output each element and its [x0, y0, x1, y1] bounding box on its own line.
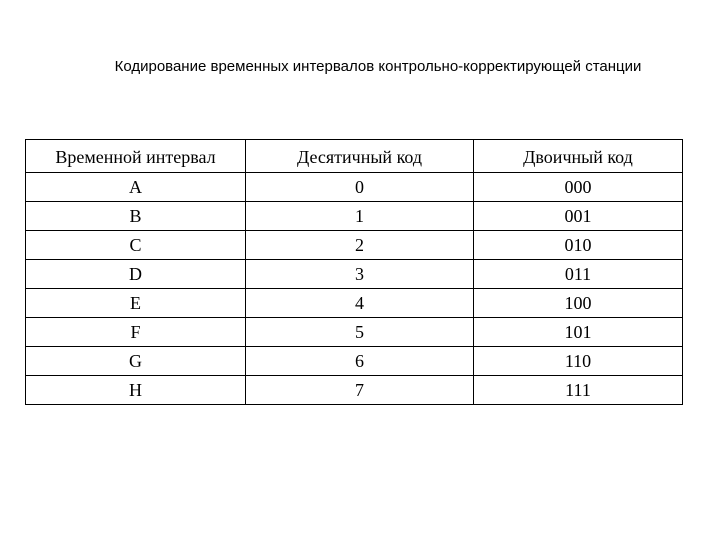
header-time-interval: Временной интервал — [26, 140, 246, 173]
cell-decimal: 0 — [246, 173, 474, 202]
table-row — [26, 173, 683, 202]
table-row — [26, 231, 683, 260]
table-row — [26, 289, 683, 318]
cell-interval: G — [26, 347, 246, 376]
cell-binary: 111 — [474, 376, 683, 405]
cell-binary: 100 — [474, 289, 683, 318]
cell-binary: 110 — [474, 347, 683, 376]
table-row — [26, 260, 683, 289]
coding-table — [25, 139, 683, 405]
cell-interval: B — [26, 202, 246, 231]
cell-decimal: 7 — [246, 376, 474, 405]
table-row — [26, 376, 683, 405]
cell-interval: D — [26, 260, 246, 289]
table-row — [26, 347, 683, 376]
cell-binary: 001 — [474, 202, 683, 231]
cell-interval: F — [26, 318, 246, 347]
cell-interval: E — [26, 289, 246, 318]
table-row — [26, 318, 683, 347]
cell-interval: C — [26, 231, 246, 260]
cell-binary: 101 — [474, 318, 683, 347]
header-decimal-code: Десятичный код — [246, 140, 474, 173]
cell-decimal: 1 — [246, 202, 474, 231]
cell-interval: H — [26, 376, 246, 405]
header-binary-code: Двоичный код — [474, 140, 683, 173]
cell-binary: 011 — [474, 260, 683, 289]
cell-decimal: 2 — [246, 231, 474, 260]
cell-interval: A — [26, 173, 246, 202]
table-row — [26, 202, 683, 231]
cell-decimal: 3 — [246, 260, 474, 289]
cell-binary: 000 — [474, 173, 683, 202]
page-title: Кодирование временных интервалов контрольно-корректирующей станции — [114, 58, 642, 75]
cell-decimal: 5 — [246, 318, 474, 347]
table-header-row — [26, 140, 683, 173]
cell-decimal: 4 — [246, 289, 474, 318]
cell-decimal: 6 — [246, 347, 474, 376]
cell-binary: 010 — [474, 231, 683, 260]
